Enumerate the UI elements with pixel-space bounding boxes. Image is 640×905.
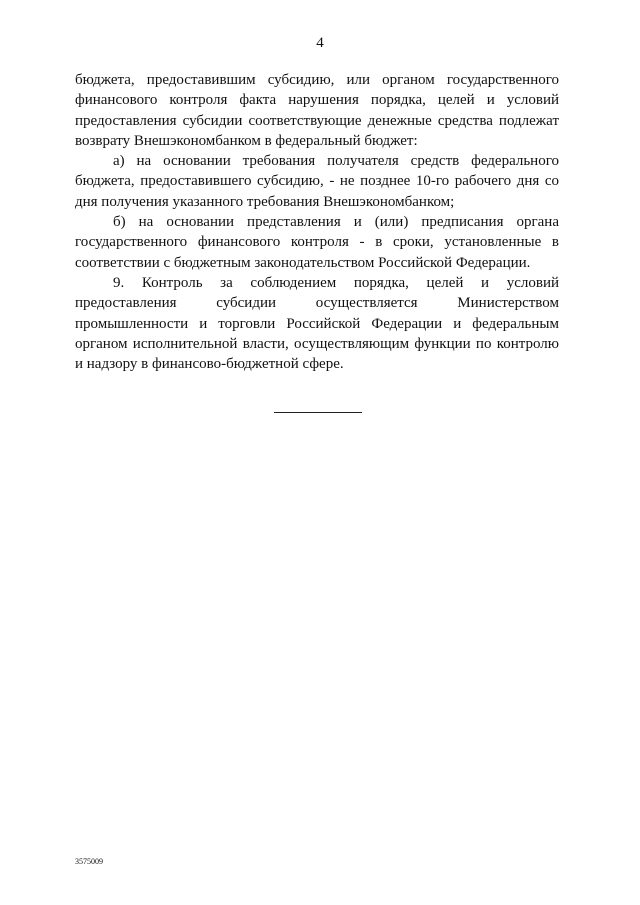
paragraph-continuation: бюджета, предоставившим субсидию, или органом государственного финансового контроля факта нарушения порядка, целей и условий предоставления субсидии соответствующие денежные средства подлежат возврату Внешэкономбанком в федеральный бюджет:	[75, 72, 559, 149]
paragraph-item-a: а) на основании требования получателя средств федерального бюджета, предоставившего субсидию, - не позднее 10-го рабочего дня со дня получения указанного требования Внешэкономбанком;	[75, 153, 559, 210]
paragraph-item-b: б) на основании представления и (или) предписания органа государственного финансового контроля - в сроки, установленные в соответствии с бюджетным законодательством Российской Федерации.	[75, 214, 559, 271]
document-code: 3575009	[75, 857, 103, 866]
page-number: 4	[316, 35, 324, 51]
paragraph-item-9: 9. Контроль за соблюдением порядка, целей и условий предоставления субсидии осуществляется Министерством промышленности и торговли Российской Федерации и федеральным органом исполнительной власти, осуществляющим функции по контролю и надзору в финансово-бюджетной сфере.	[75, 274, 559, 373]
end-separator-line	[274, 412, 362, 413]
document-body	[75, 70, 559, 374]
